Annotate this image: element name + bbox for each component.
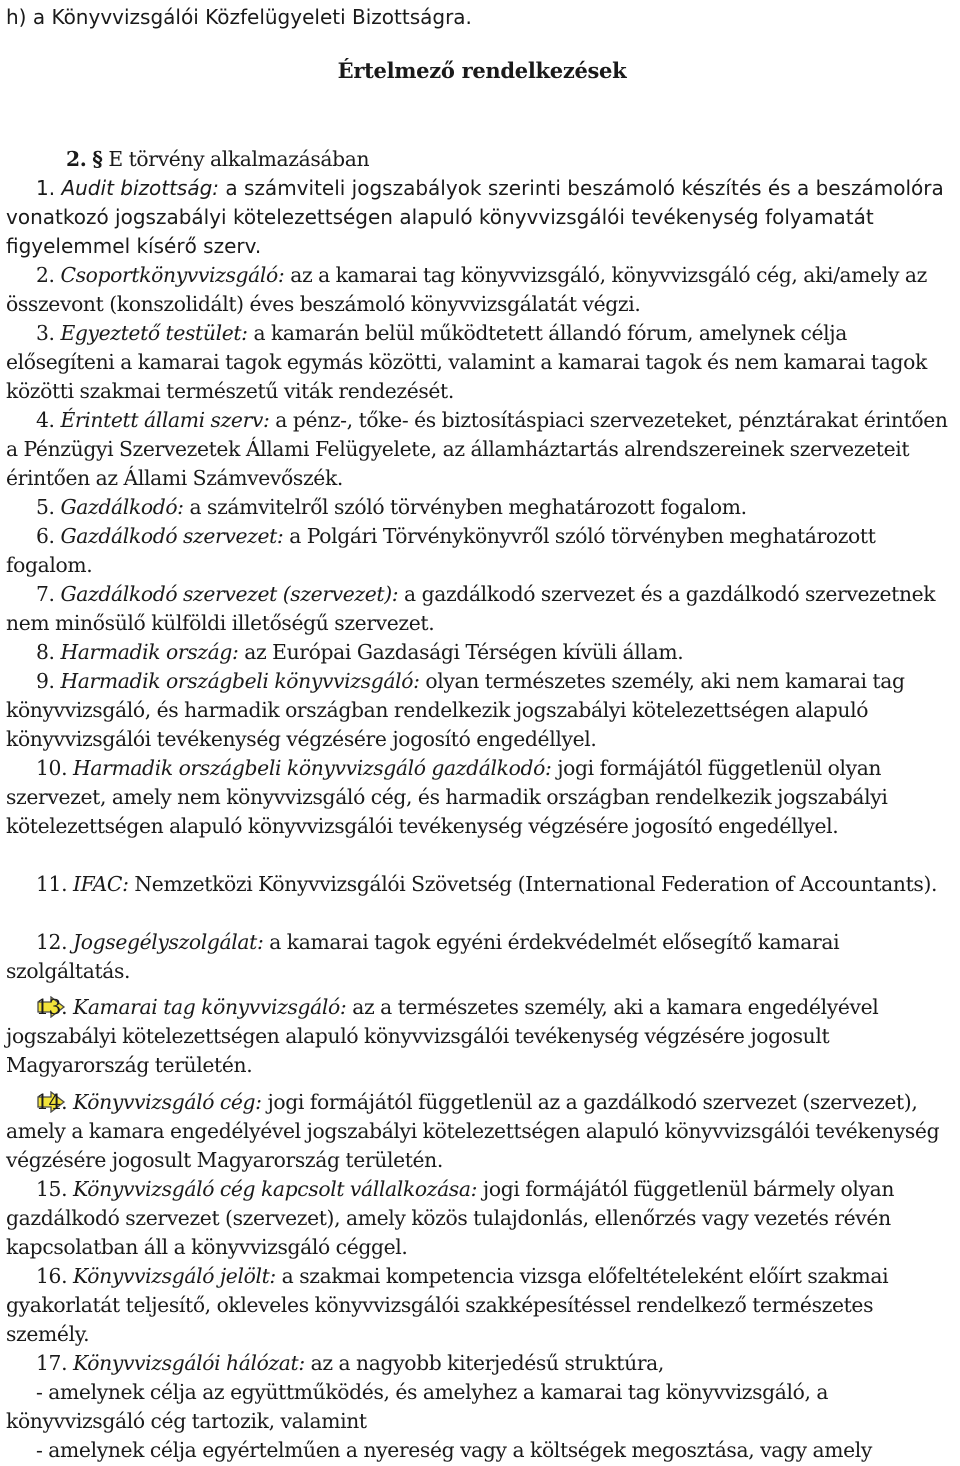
definition-item-14 <box>6 1088 958 1175</box>
definition-item-13 <box>6 993 958 1080</box>
definition-item-2 <box>6 261 958 319</box>
section-intro <box>6 145 958 174</box>
item-number: 10. <box>36 756 68 780</box>
definition-item-7 <box>6 580 958 638</box>
definition-item-16 <box>6 1262 958 1349</box>
item-term: Jogsegélyszolgálat: <box>73 930 264 954</box>
item-number: 3. <box>36 321 55 345</box>
paragraph-sign: § <box>92 147 103 171</box>
item-term: Gazdálkodó szervezet: <box>60 524 284 548</box>
item-text: a gazdálkodó szervezet és a gazdálkodó szervezetnek nem minősülő külföldi illetőségű szervezet. <box>6 582 936 635</box>
item-number: 7. <box>36 582 55 606</box>
definition-item-10 <box>6 754 958 841</box>
item-term: Könyvvizsgáló jelölt: <box>73 1264 276 1288</box>
item-text: a számviteli jogszabályok szerinti beszámoló készítés és a beszámolóra vonatkozó jogszabályi kötelezettségen alapuló könyvvizsgálói tevékenység folyamatát figyelemmel kísérő szerv. <box>6 176 944 258</box>
definition-item-17 <box>6 1349 958 1378</box>
item-term: Harmadik országbeli könyvvizsgáló gazdálkodó: <box>73 756 552 780</box>
item-number: 4. <box>36 408 55 432</box>
item-number: 9. <box>36 669 55 693</box>
definition-item-8 <box>6 638 958 667</box>
item-term: Gazdálkodó: <box>60 495 184 519</box>
definition-item-1 <box>6 174 958 261</box>
item-term: Könyvvizsgálói hálózat: <box>73 1351 305 1375</box>
item-text: a kamarán belül működtetett állandó fórum, amelynek célja elősegíteni a kamarai tagok egymás közötti, valamint a kamarai tagok és nem kamarai tagok közötti szakmai természetű viták rendezését. <box>6 321 927 403</box>
definition-item-6 <box>6 522 958 580</box>
item-number: 1. <box>36 176 56 200</box>
item-text: az a nagyobb kiterjedésű struktúra, <box>304 1351 665 1375</box>
item-number: 11. <box>36 872 68 896</box>
definition-item-4 <box>6 406 958 493</box>
item-text: jogi formájától függetlenül olyan szervezet, amely nem könyvvizsgáló cég, és harmadik országban rendelkezik jogszabályi kötelezettségen alapuló könyvvizsgálói tevékenység végzésére jogosító engedéllyel. <box>6 756 888 838</box>
definition-item-11 <box>6 870 958 899</box>
item-term: Harmadik országbeli könyvvizsgáló: <box>60 669 420 693</box>
definition-item-12 <box>6 928 958 986</box>
item-number: 16. <box>36 1264 68 1288</box>
item-term: Csoportkönyvvizsgáló: <box>60 263 285 287</box>
definition-item-15 <box>6 1175 958 1262</box>
sub-item: - amelynek célja az együttműködés, és amelyhez a kamarai tag könyvvizsgáló, a könyvvizsgáló cég tartozik, valamint <box>6 1380 829 1433</box>
item-text: az Európai Gazdasági Térségen kívüli állam. <box>238 640 684 664</box>
item-text: a szakmai kompetencia vizsga előfeltételeként előírt szakmai gyakorlatát teljesítő, okleveles könyvvizsgálói szakképesítéssel rendelkező természetes személy. <box>6 1264 889 1346</box>
item-number: 17. <box>36 1351 68 1375</box>
top-line: h) a Könyvvizsgálói Közfelügyeleti Bizottságra. <box>6 5 472 29</box>
item-term: Gazdálkodó szervezet (szervezet): <box>60 582 399 606</box>
arrow-pointer-icon <box>6 1091 36 1113</box>
item-number: 6. <box>36 524 55 548</box>
item-term: Érintett állami szerv: <box>60 408 270 432</box>
item-number: 2. <box>36 263 55 287</box>
definition-item-5 <box>6 493 958 522</box>
item-text: az a kamarai tag könyvvizsgáló, könyvvizsgáló cég, aki/amely az összevont (konszolidált) éves beszámoló könyvvizsgálatát végzi. <box>6 263 927 316</box>
item-term: Könyvvizsgáló cég: <box>73 1090 262 1114</box>
item-term: Egyeztető testület: <box>60 321 248 345</box>
item-text: a kamarai tagok egyéni érdekvédelmét elősegítő kamarai szolgáltatás. <box>6 930 840 983</box>
section-number: 2. <box>66 147 87 171</box>
item-term: Audit bizottság: <box>61 176 220 200</box>
sub-item: - amelynek célja egyértelműen a nyereség vagy a költségek megosztása, vagy amely <box>36 1438 873 1462</box>
arrow-pointer-icon <box>6 996 36 1018</box>
item-text: a Polgári Törvénykönyvről szóló törvényben meghatározott fogalom. <box>6 524 876 577</box>
item-text: jogi formájától függetlenül bármely olyan gazdálkodó szervezet (szervezet), amely közös tulajdonlás, ellenőrzés vagy vezetés révén kapcsolatban áll a könyvvizsgáló céggel. <box>6 1177 895 1259</box>
item-number: 12. <box>36 930 68 954</box>
item-number: 8. <box>36 640 55 664</box>
item-text: az a természetes személy, aki a kamara engedélyével jogszabályi kötelezettségen alapuló könyvvizsgálói tevékenység végzésére jogosult Magyarország területén. <box>6 995 879 1077</box>
item-text: Nemzetközi Könyvvizsgálói Szövetség (International Federation of Accountants). <box>128 872 938 896</box>
item-number: 14. <box>36 1090 68 1114</box>
item-text: a pénz-, tőke- és biztosításpiaci szervezeteket, pénztárakat érintően a Pénzügyi Szervezetek Állami Felügyelete, az államháztartás alrendszereinek szervezeteit érintően az Állami Számvevőszék. <box>6 408 948 490</box>
item-number: 13. <box>36 995 68 1019</box>
item-term: Harmadik ország: <box>60 640 239 664</box>
section-heading: Értelmező rendelkezések <box>337 58 627 83</box>
item-number: 5. <box>36 495 55 519</box>
section-intro-text: E törvény alkalmazásában <box>108 147 370 171</box>
item-text: olyan természetes személy, aki nem kamarai tag könyvvizsgáló, és harmadik országban rendelkezik jogszabályi kötelezettségen alapuló könyvvizsgálói tevékenység végzésére jogosító engedéllyel. <box>6 669 905 751</box>
item-number: 15. <box>36 1177 68 1201</box>
item-term: Kamarai tag könyvvizsgáló: <box>73 995 347 1019</box>
definition-item-3 <box>6 319 958 406</box>
item-text: jogi formájától függetlenül az a gazdálkodó szervezet (szervezet), amely a kamara engedélyével jogszabályi kötelezettségen alapuló könyvvizsgálói tevékenység végzésére jogosult Magyarország területén. <box>6 1090 940 1172</box>
item-term: Könyvvizsgáló cég kapcsolt vállalkozása: <box>73 1177 478 1201</box>
item-text: a számvitelről szóló törvényben meghatározott fogalom. <box>183 495 747 519</box>
item-term: IFAC: <box>73 872 129 896</box>
definition-item-9 <box>6 667 958 754</box>
